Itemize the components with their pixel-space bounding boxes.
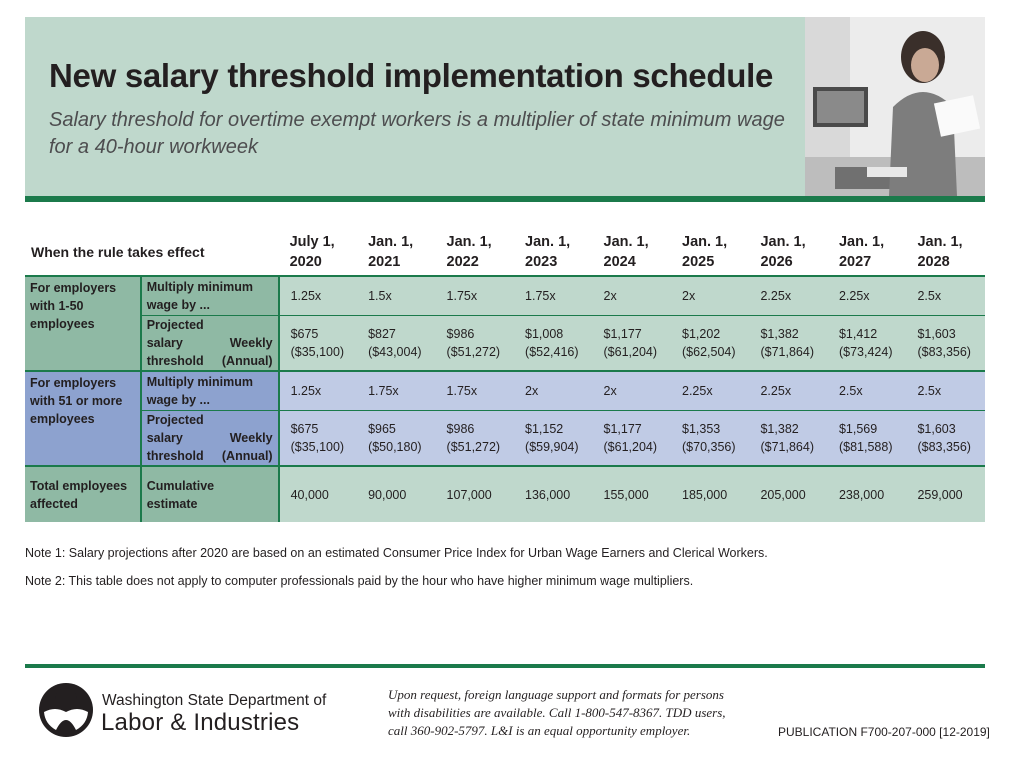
salary-cell: $965 ($50,180)	[357, 410, 435, 466]
table-row	[25, 315, 985, 371]
note-1: Note 1: Salary projections after 2020 are based on an estimated Consumer Price Index for Urban Wage Earners and Clerical Workers.	[25, 546, 768, 560]
total-employees-label: Total employees affected	[25, 466, 141, 522]
multiplier-cell: 2.5x	[906, 371, 985, 410]
table-row	[25, 466, 985, 522]
lni-logo-icon	[38, 682, 94, 738]
cumulative-estimate-label: Cumulative estimate	[141, 466, 279, 522]
salary-cell: $1,008 ($52,416)	[514, 315, 592, 371]
total-cell: 259,000	[917, 487, 963, 502]
salary-cell: $827 ($43,004)	[357, 315, 435, 371]
total-cell: 155,000	[603, 487, 649, 502]
table-header-row	[25, 228, 985, 276]
date-header: Jan. 1, 2026	[749, 228, 827, 276]
total-cell: 40,000	[290, 487, 329, 502]
salary-cell: $1,152 ($59,904)	[514, 410, 592, 466]
salary-cell: $1,603 ($83,356)	[906, 410, 985, 466]
multiplier-cell: 1.25x	[279, 276, 357, 315]
salary-cell: $1,382 ($71,864)	[749, 315, 827, 371]
multiplier-cell: 1.75x	[357, 371, 435, 410]
total-cell: 107,000	[446, 487, 492, 502]
agency-name-line1: Washington State Department of	[102, 692, 327, 709]
header-rule	[25, 196, 985, 202]
total-cell: 90,000	[368, 487, 407, 502]
salary-cell: $1,603 ($83,356)	[906, 315, 985, 371]
photo-illustration	[805, 17, 985, 196]
header-band	[25, 17, 805, 196]
multiplier-cell: 2.25x	[671, 371, 749, 410]
multiplier-cell: 1.25x	[279, 371, 357, 410]
table-row	[25, 371, 985, 410]
multiplier-cell: 1.75x	[514, 276, 592, 315]
multiplier-cell: 2.5x	[828, 371, 906, 410]
note-2: Note 2: This table does not apply to computer professionals paid by the hour who have higher minimum wage multipliers.	[25, 574, 694, 588]
total-cell: 205,000	[760, 487, 806, 502]
multiplier-cell: 2.25x	[749, 371, 827, 410]
date-header: Jan. 1, 2022	[436, 228, 514, 276]
salary-cell: $1,202 ($62,504)	[671, 315, 749, 371]
date-header: Jan. 1, 2027	[828, 228, 906, 276]
group-label-large-employers: For employers with 51 or more employees	[25, 371, 141, 466]
rule-effect-header: When the rule takes effect	[25, 228, 279, 276]
date-header: Jan. 1, 2024	[593, 228, 671, 276]
multiplier-cell: 1.5x	[357, 276, 435, 315]
page-title: New salary threshold implementation schedule	[49, 57, 773, 94]
total-cell: 185,000	[682, 487, 728, 502]
multiplier-cell: 2.25x	[749, 276, 827, 315]
date-header: Jan. 1, 2021	[357, 228, 435, 276]
projected-salary-label: Projected salary Weekly threshold (Annual)	[141, 410, 279, 466]
multiplier-cell: 2.25x	[828, 276, 906, 315]
woman-with-papers-photo	[805, 17, 985, 196]
accessibility-disclaimer: Upon request, foreign language support and formats for persons with disabilities are available. Call 1-800-547-8367. TDD users, call 360-902-5797. L&I is an equal opportunity employer.	[388, 687, 726, 738]
multiplier-cell: 2x	[514, 371, 592, 410]
multiplier-cell: 2x	[593, 276, 671, 315]
multiplier-cell: 2x	[593, 371, 671, 410]
date-header: July 1, 2020	[279, 228, 357, 276]
multiplier-cell: 1.75x	[436, 276, 514, 315]
table-row	[25, 276, 985, 315]
projected-salary-label: Projected salary Weekly threshold (Annual)	[141, 315, 279, 371]
salary-cell: $1,412 ($73,424)	[828, 315, 906, 371]
date-header: Jan. 1, 2028	[906, 228, 985, 276]
salary-cell: $986 ($51,272)	[436, 410, 514, 466]
multiply-label: Multiply minimum wage by ...	[141, 371, 279, 410]
salary-cell: $675 ($35,100)	[279, 410, 357, 466]
multiplier-cell: 2x	[671, 276, 749, 315]
agency-name-line2: Labor & Industries	[101, 709, 300, 736]
total-cell: 238,000	[838, 487, 885, 502]
publication-number: PUBLICATION F700-207-000 [12-2019]	[778, 725, 990, 739]
salary-cell: $986 ($51,272)	[436, 315, 514, 371]
multiplier-cell: 1.75x	[436, 371, 514, 410]
salary-schedule-table	[25, 228, 985, 522]
multiplier-cell: 2.5x	[906, 276, 985, 315]
salary-cell: $675 ($35,100)	[279, 315, 357, 371]
multiply-label: Multiply minimum wage by ...	[141, 276, 279, 315]
table-row	[25, 410, 985, 466]
salary-cell: $1,382 ($71,864)	[749, 410, 827, 466]
salary-cell: $1,353 ($70,356)	[671, 410, 749, 466]
total-cell: 136,000	[525, 487, 571, 502]
footer-rule	[25, 664, 985, 668]
group-label-small-employers: For employers with 1-50 employees	[25, 276, 141, 371]
salary-cell: $1,177 ($61,204)	[593, 410, 671, 466]
salary-cell: $1,569 ($81,588)	[828, 410, 906, 466]
date-header: Jan. 1, 2025	[671, 228, 749, 276]
salary-cell: $1,177 ($61,204)	[593, 315, 671, 371]
date-header: Jan. 1, 2023	[514, 228, 592, 276]
page-subtitle: Salary threshold for overtime exempt workers is a multiplier of state minimum wage for a 40-hour workweek	[49, 109, 785, 158]
